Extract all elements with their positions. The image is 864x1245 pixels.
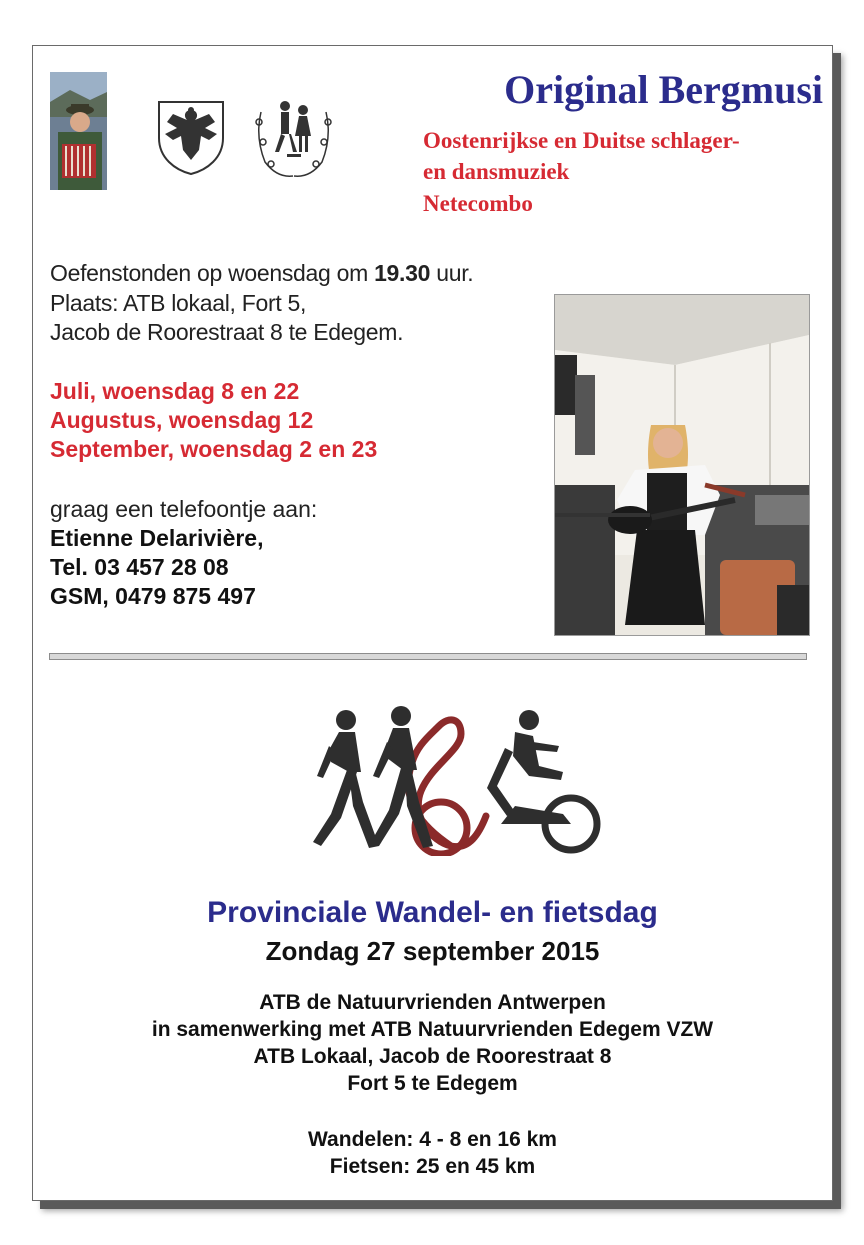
event-org-line-2: in samenwerking met ATB Natuurvrienden Edegem VZW	[151, 1018, 714, 1041]
event-title: Provinciale Wandel- en fietsdag	[207, 896, 658, 929]
rehearsal-line-1	[50, 260, 473, 287]
bass-guitarist-photo	[554, 294, 810, 636]
date-line-july: Juli, woensdag 8 en 22	[50, 378, 300, 404]
contact-tel: Tel. 03 457 28 08	[50, 554, 229, 580]
rehearsal-prefix: Oefenstonden op woensdag om	[50, 260, 375, 286]
eagle-crest-icon	[151, 96, 231, 176]
event-org-line-4: Fort 5 te Edegem	[347, 1072, 518, 1095]
contact-name: Etienne Delarivière,	[50, 525, 264, 551]
band-title: Original Bergmusi	[504, 67, 823, 112]
contact-gsm: GSM, 0479 875 497	[50, 583, 256, 609]
subtitle-line-3: Netecombo	[423, 191, 533, 216]
rehearsal-time: 19.30	[374, 260, 431, 286]
dancing-couple-emblem-icon	[251, 92, 336, 182]
rehearsal-line-2: Plaats: ATB lokaal, Fort 5,	[50, 290, 307, 316]
event-org-line-1: ATB de Natuurvrienden Antwerpen	[259, 991, 606, 1014]
accordion-player-photo	[50, 72, 107, 190]
event-date: Zondag 27 september 2015	[265, 936, 600, 966]
date-line-august: Augustus, woensdag 12	[50, 407, 314, 433]
date-line-september: September, woensdag 2 en 23	[50, 436, 378, 462]
flyer-page	[32, 45, 833, 1201]
walking-cycling-logo	[301, 706, 611, 856]
subtitle-line-1: Oostenrijkse en Duitse schlager-	[423, 128, 740, 153]
event-walk-distances: Wandelen: 4 - 8 en 16 km	[308, 1128, 557, 1151]
rehearsal-line-3: Jacob de Roorestraat 8 te Edegem.	[50, 319, 404, 345]
event-bike-distances: Fietsen: 25 en 45 km	[329, 1155, 536, 1178]
subtitle-line-2: en dansmuziek	[423, 159, 570, 184]
section-divider	[49, 653, 807, 660]
event-org-line-3: ATB Lokaal, Jacob de Roorestraat 8	[253, 1045, 612, 1068]
contact-intro: graag een telefoontje aan:	[50, 496, 318, 522]
rehearsal-suffix: uur.	[430, 260, 474, 286]
